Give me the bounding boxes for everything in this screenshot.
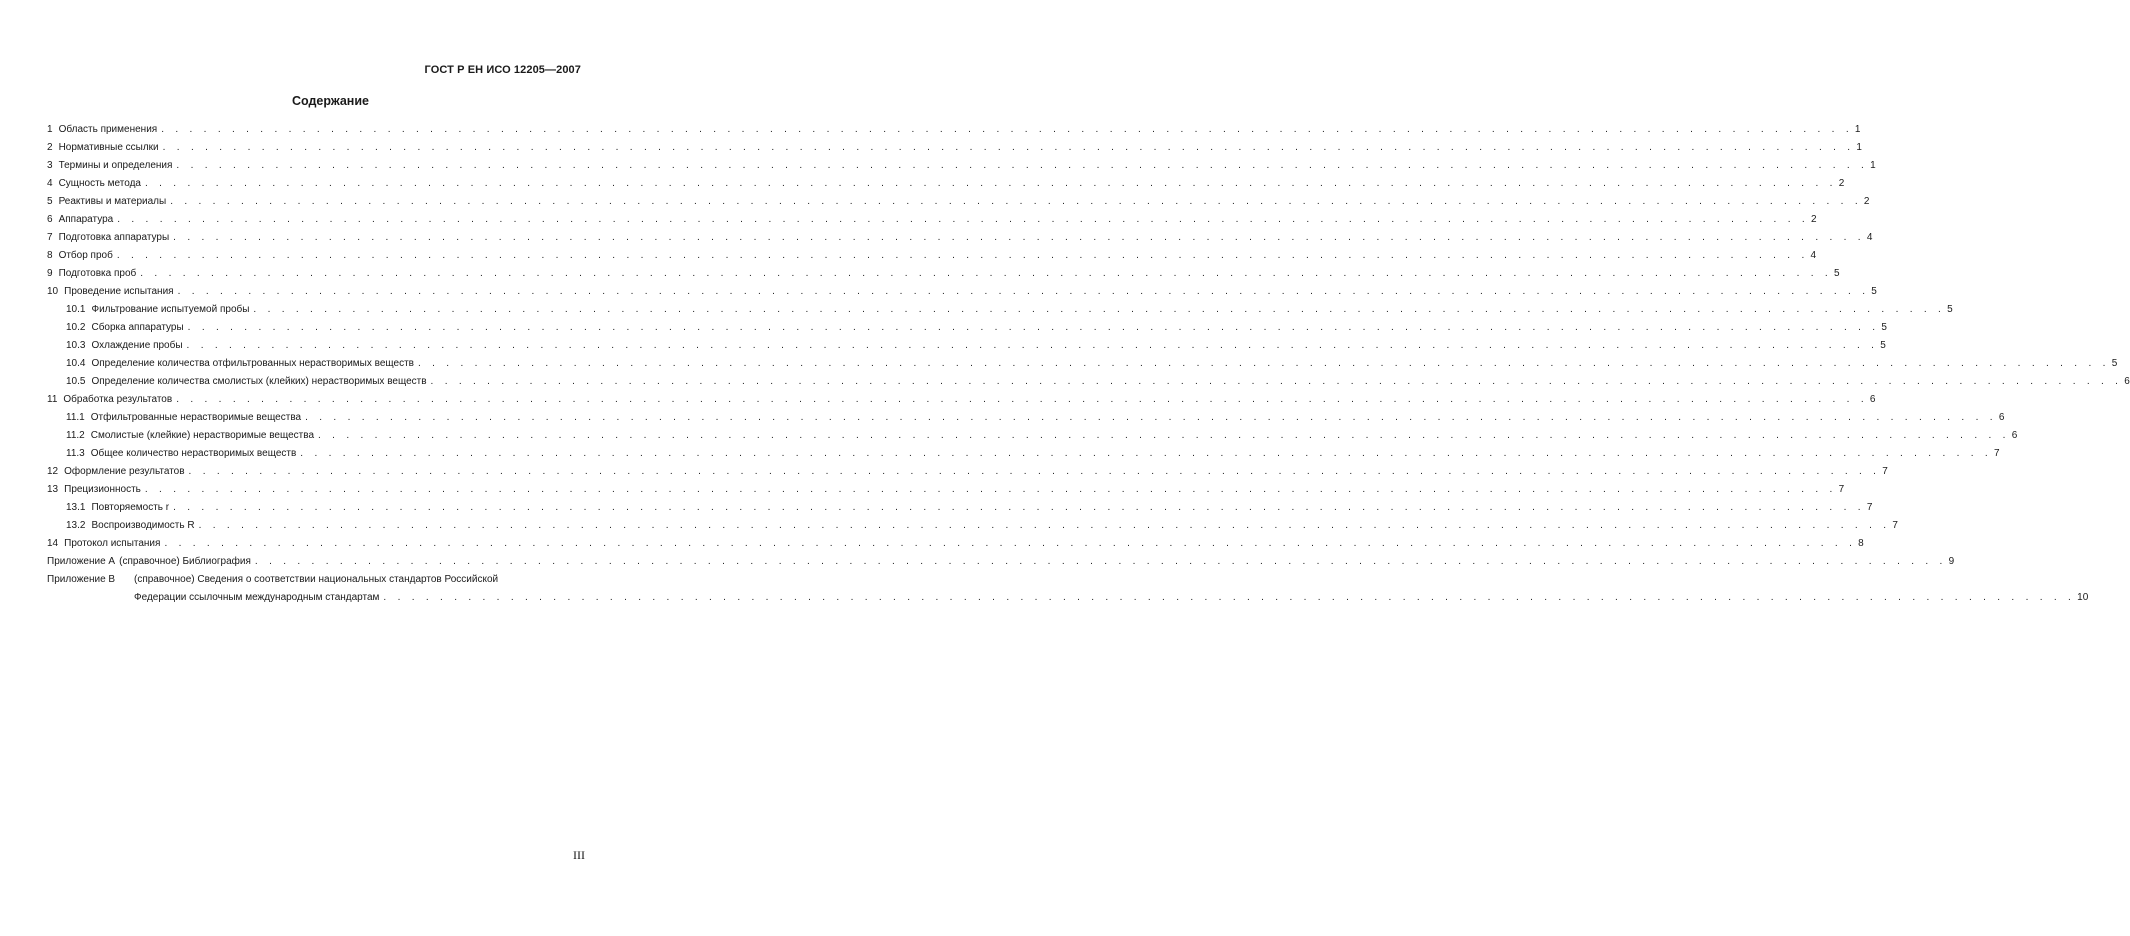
toc-entry-title: Оформление результатов <box>64 466 185 477</box>
appendix-label: Приложение В <box>47 574 116 585</box>
toc-entry[interactable] <box>47 481 1845 499</box>
page-title: Содержание <box>291 94 369 108</box>
toc-entry[interactable] <box>47 445 2000 463</box>
toc-entry-page: 5 <box>1947 304 1953 315</box>
toc-entry[interactable] <box>47 535 1864 553</box>
toc-entry-page: 2 <box>1838 178 1845 189</box>
page-number: III <box>573 848 585 862</box>
toc-entry-page: 7 <box>1866 502 1873 513</box>
appendix-title-continuation: Федерации ссылочным международным стандартам <box>134 592 380 603</box>
toc-entry-title: Смолистые (клейкие) нерастворимые вещества <box>90 430 315 441</box>
appendix-entry[interactable] <box>47 553 1955 571</box>
toc-entry-page: 8 <box>1858 538 1864 549</box>
toc-entry-title: Воспроизводимость R <box>91 520 195 531</box>
toc-entry-title: Обработка результатов <box>63 394 173 405</box>
toc-leader-dots: . . . . . . . . . . . . . . . . . . . . . . . . . . . . . . . . . . . . . . . . . . . . . . . . . . . . . . . . . . . . . . . . . . . . . . . . . . . . . . . . . . . . . . . . . . . . . . . . . . . . . . . . . . . . . . . . . . . . . . . . <box>254 556 1947 567</box>
toc-entry[interactable] <box>47 229 1873 247</box>
toc-entry-page: 5 <box>1871 286 1877 297</box>
toc-leader-dots: . . . . . . . . . . . . . . . . . . . . . . . . . . . . . . . . . . . . . . . . . . . . . . . . . . . . . . . . . . . . . . . . . . . . . . . . . . . . . . . . . . . . . . . . . . . . . . . . . . . . . . . . . . . . . . . . . . . . . . . . <box>383 592 2076 603</box>
appendix-page: 10 <box>2077 592 2089 603</box>
toc-entry-number: 2 <box>47 142 53 153</box>
toc-entry-page: 4 <box>1866 232 1873 243</box>
toc-entry-page: 6 <box>2011 430 2018 441</box>
toc-entry-number: 13.1 <box>66 502 86 513</box>
toc-entry-number: 6 <box>47 214 53 225</box>
toc-entry[interactable] <box>47 211 1817 229</box>
toc-entry-number: 10.5 <box>66 376 86 387</box>
toc-entry-page: 2 <box>1810 214 1817 225</box>
toc-entry-page: 2 <box>1863 196 1870 207</box>
toc-leader-dots: . . . . . . . . . . . . . . . . . . . . . . . . . . . . . . . . . . . . . . . . . . . . . . . . . . . . . . . . . . . . . . . . . . . . . . . . . . . . . . . . . . . . . . . . . . . . . . . . . . . . . . . . . . . . . . . . . . . . . . . . <box>318 430 2010 441</box>
toc-entry[interactable] <box>47 283 1877 301</box>
toc-entry-number: 5 <box>47 196 53 207</box>
toc-leader-dots: . . . . . . . . . . . . . . . . . . . . . . . . . . . . . . . . . . . . . . . . . . . . . . . . . . . . . . . . . . . . . . . . . . . . . . . . . . . . . . . . . . . . . . . . . . . . . . . . . . . . . . . . . . . . . . . . . . . . . . . . <box>164 538 1857 549</box>
toc-entry-number: 10 <box>47 286 59 297</box>
toc-entry-page: 5 <box>2111 358 2118 369</box>
toc-entry-number: 10.3 <box>66 340 86 351</box>
toc-entry[interactable] <box>47 499 1873 517</box>
toc-entry-number: 11.3 <box>66 448 85 459</box>
toc-entry-page: 7 <box>1892 520 1898 531</box>
toc-entry-page: 6 <box>1869 394 1876 405</box>
toc-entry[interactable] <box>47 337 1886 355</box>
toc-entry-number: 4 <box>47 178 53 189</box>
toc-entry-number: 9 <box>47 268 53 279</box>
appendix-label: Приложение А <box>47 556 116 567</box>
toc-leader-dots: . . . . . . . . . . . . . . . . . . . . . . . . . . . . . . . . . . . . . . . . . . . . . . . . . . . . . . . . . . . . . . . . . . . . . . . . . . . . . . . . . . . . . . . . . . . . . . . . . . . . . . . . . . . . . . . . . . . . . . . . <box>198 520 1891 531</box>
toc-entry-number: 11.2 <box>66 430 85 441</box>
toc-entry[interactable] <box>47 121 1861 139</box>
toc-entry[interactable] <box>47 355 2118 373</box>
toc-entry-number: 8 <box>47 250 53 261</box>
toc-entry-title: Общее количество нерастворимых веществ <box>90 448 297 459</box>
toc-entry-number: 11.1 <box>66 412 85 423</box>
toc-entry-title: Подготовка проб <box>58 268 137 279</box>
toc-entry[interactable] <box>47 463 1888 481</box>
toc-entry-page: 5 <box>1833 268 1840 279</box>
toc-leader-dots: . . . . . . . . . . . . . . . . . . . . . . . . . . . . . . . . . . . . . . . . . . . . . . . . . . . . . . . . . . . . . . . . . . . . . . . . . . . . . . . . . . . . . . . . . . . . . . . . . . . . . . . . . . . . . . . . . . . . . . . . <box>305 412 1997 423</box>
toc-leader-dots: . . . . . . . . . . . . . . . . . . . . . . . . . . . . . . . . . . . . . . . . . . . . . . . . . . . . . . . . . . . . . . . . . . . . . . . . . . . . . . . . . . . . . . . . . . . . . . . . . . . . . . . . . . . . . . . . . . . . . . . . <box>176 160 1869 171</box>
document-code: ГОСТ Р ЕН ИСО 12205—2007 <box>424 64 581 76</box>
toc-entry-title: Сущность метода <box>58 178 141 189</box>
toc-leader-dots: . . . . . . . . . . . . . . . . . . . . . . . . . . . . . . . . . . . . . . . . . . . . . . . . . . . . . . . . . . . . . . . . . . . . . . . . . . . . . . . . . . . . . . . . . . . . . . . . . . . . . . . . . . . . . . . . . . . . . . . . <box>417 358 2110 369</box>
toc-entry-title: Повторяемость r <box>91 502 170 513</box>
appendix-title: (справочное) Сведения о соответствии национальных стандартов Российской <box>134 574 499 585</box>
toc-leader-dots: . . . . . . . . . . . . . . . . . . . . . . . . . . . . . . . . . . . . . . . . . . . . . . . . . . . . . . . . . . . . . . . . . . . . . . . . . . . . . . . . . . . . . . . . . . . . . . . . . . . . . . . . . . . . . . . . . . . . . . . . <box>176 394 1868 405</box>
toc-leader-dots: . . . . . . . . . . . . . . . . . . . . . . . . . . . . . . . . . . . . . . . . . . . . . . . . . . . . . . . . . . . . . . . . . . . . . . . . . . . . . . . . . . . . . . . . . . . . . . . . . . . . . . . . . . . . . . . . . . . . . . . . <box>170 196 1862 207</box>
toc-entry-title: Аппаратура <box>58 214 114 225</box>
toc-entry[interactable] <box>47 175 1845 193</box>
toc-entry-page: 6 <box>1998 412 2005 423</box>
toc-entry-title: Прецизионность <box>64 484 141 495</box>
toc-entry-number: 10.1 <box>66 304 86 315</box>
toc-entry-title: Термины и определения <box>58 160 173 171</box>
toc-entry-page: 7 <box>1882 466 1888 477</box>
toc-entry-title: Протокол испытания <box>64 538 161 549</box>
toc-entry[interactable] <box>47 157 1876 175</box>
toc-entry-number: 13 <box>47 484 59 495</box>
appendix-title: (справочное) Библиография <box>119 556 251 567</box>
toc-entry-page: 5 <box>1880 340 1886 351</box>
toc-leader-dots: . . . . . . . . . . . . . . . . . . . . . . . . . . . . . . . . . . . . . . . . . . . . . . . . . . . . . . . . . . . . . . . . . . . . . . . . . . . . . . . . . . . . . . . . . . . . . . . . . . . . . . . . . . . . . . . . . . . . . . . . <box>144 484 1837 495</box>
appendix-entry[interactable] <box>47 571 584 589</box>
appendix-page: 9 <box>1948 556 1955 567</box>
toc-entry-page: 6 <box>2124 376 2130 387</box>
toc-entry-page: 5 <box>1881 322 1887 333</box>
toc-entry-number: 13.2 <box>66 520 86 531</box>
toc-entry[interactable] <box>47 139 1862 157</box>
toc-entry-title: Проведение испытания <box>64 286 174 297</box>
toc-leader-dots: . . . . . . . . . . . . . . . . . . . . . . . . . . . . . . . . . . . . . . . . . . . . . . . . . . . . . . . . . . . . . . . . . . . . . . . . . . . . . . . . . . . . . . . . . . . . . . . . . . . . . . . . . . . . . . . . . . . . . . . . <box>253 304 1946 315</box>
toc-entry-title: Нормативные ссылки <box>58 142 159 153</box>
toc-entry-number: 12 <box>47 466 59 477</box>
toc-entry[interactable] <box>47 301 1953 319</box>
toc-entry-title: Отфильтрованные нерастворимые вещества <box>90 412 302 423</box>
toc-entry-number: 14 <box>47 538 59 549</box>
toc-entry-page: 1 <box>1870 160 1876 171</box>
toc-leader-dots: . . . . . . . . . . . . . . . . . . . . . . . . . . . . . . . . . . . . . . . . . . . . . . . . . . . . . . . . . . . . . . . . . . . . . . . . . . . . . . . . . . . . . . . . . . . . . . . . . . . . . . . . . . . . . . . . . . . . . . . . <box>161 124 1853 135</box>
toc-entry[interactable] <box>47 517 1898 535</box>
toc-entry-page: 7 <box>1838 484 1845 495</box>
toc-entry[interactable] <box>47 373 2130 391</box>
toc-leader-dots: . . . . . . . . . . . . . . . . . . . . . . . . . . . . . . . . . . . . . . . . . . . . . . . . . . . . . . . . . . . . . . . . . . . . . . . . . . . . . . . . . . . . . . . . . . . . . . . . . . . . . . . . . . . . . . . . . . . . . . . . <box>187 322 1880 333</box>
toc-entry[interactable] <box>47 391 1876 409</box>
toc-leader-dots: . . . . . . . . . . . . . . . . . . . . . . . . . . . . . . . . . . . . . . . . . . . . . . . . . . . . . . . . . . . . . . . . . . . . . . . . . . . . . . . . . . . . . . . . . . . . . . . . . . . . . . . . . . . . . . . . . . . . . . . . <box>173 232 1865 243</box>
toc-leader-dots: . . . . . . . . . . . . . . . . . . . . . . . . . . . . . . . . . . . . . . . . . . . . . . . . . . . . . . . . . . . . . . . . . . . . . . . . . . . . . . . . . . . . . . . . . . . . . . . . . . . . . . . . . . . . . . . . . . . . . . . . <box>173 502 1865 513</box>
toc-leader-dots: . . . . . . . . . . . . . . . . . . . . . . . . . . . . . . . . . . . . . . . . . . . . . . . . . . . . . . . . . . . . . . . . . . . . . . . . . . . . . . . . . . . . . . . . . . . . . . . . . . . . . . . . . . . . . . . . . . . . . . . . <box>177 286 1870 297</box>
toc-entry[interactable] <box>47 193 1870 211</box>
toc-leader-dots: . . . . . . . . . . . . . . . . . . . . . . . . . . . . . . . . . . . . . . . . . . . . . . . . . . . . . . . . . . . . . . . . . . . . . . . . . . . . . . . . . . . . . . . . . . . . . . . . . . . . . . . . . . . . . . . . . . . . . . . . <box>144 178 1837 189</box>
toc-entry-page: 1 <box>1856 142 1862 153</box>
appendix-entry-continuation[interactable] <box>47 589 2089 607</box>
table-of-contents <box>47 121 2130 607</box>
toc-entry[interactable] <box>47 247 1817 265</box>
toc-leader-dots: . . . . . . . . . . . . . . . . . . . . . . . . . . . . . . . . . . . . . . . . . . . . . . . . . . . . . . . . . . . . . . . . . . . . . . . . . . . . . . . . . . . . . . . . . . . . . . . . . . . . . . . . . . . . . . . . . . . . . . . . <box>430 376 2123 387</box>
toc-entry-page: 7 <box>1994 448 2000 459</box>
toc-entry-title: Фильтрование испытуемой пробы <box>91 304 250 315</box>
toc-entry-page: 4 <box>1810 250 1817 261</box>
toc-entry-page: 1 <box>1854 124 1861 135</box>
toc-entry-title: Подготовка аппаратуры <box>58 232 170 243</box>
toc-entry[interactable] <box>47 319 1887 337</box>
toc-entry-number: 3 <box>47 160 53 171</box>
toc-entry-number: 10.2 <box>66 322 86 333</box>
toc-entry-title: Отбор проб <box>58 250 113 261</box>
toc-entry[interactable] <box>47 427 2018 445</box>
toc-leader-dots: . . . . . . . . . . . . . . . . . . . . . . . . . . . . . . . . . . . . . . . . . . . . . . . . . . . . . . . . . . . . . . . . . . . . . . . . . . . . . . . . . . . . . . . . . . . . . . . . . . . . . . . . . . . . . . . . . . . . . . . . <box>140 268 1832 279</box>
toc-entry-title: Реактивы и материалы <box>58 196 167 207</box>
toc-entry-number: 7 <box>47 232 53 243</box>
toc-leader-dots: . . . . . . . . . . . . . . . . . . . . . . . . . . . . . . . . . . . . . . . . . . . . . . . . . . . . . . . . . . . . . . . . . . . . . . . . . . . . . . . . . . . . . . . . . . . . . . . . . . . . . . . . . . . . . . . . . . . . . . . . <box>186 340 1879 351</box>
toc-leader-dots: . . . . . . . . . . . . . . . . . . . . . . . . . . . . . . . . . . . . . . . . . . . . . . . . . . . . . . . . . . . . . . . . . . . . . . . . . . . . . . . . . . . . . . . . . . . . . . . . . . . . . . . . . . . . . . . . . . . . . . . . <box>116 250 1809 261</box>
toc-entry-title: Сборка аппаратуры <box>91 322 184 333</box>
toc-entry-number: 11 <box>47 394 58 405</box>
toc-leader-dots: . . . . . . . . . . . . . . . . . . . . . . . . . . . . . . . . . . . . . . . . . . . . . . . . . . . . . . . . . . . . . . . . . . . . . . . . . . . . . . . . . . . . . . . . . . . . . . . . . . . . . . . . . . . . . . . . . . . . . . . . <box>300 448 1992 459</box>
toc-leader-dots: . . . . . . . . . . . . . . . . . . . . . . . . . . . . . . . . . . . . . . . . . . . . . . . . . . . . . . . . . . . . . . . . . . . . . . . . . . . . . . . . . . . . . . . . . . . . . . . . . . . . . . . . . . . . . . . . . . . . . . . . <box>117 214 1809 225</box>
toc-leader-dots: . . . . . . . . . . . . . . . . . . . . . . . . . . . . . . . . . . . . . . . . . . . . . . . . . . . . . . . . . . . . . . . . . . . . . . . . . . . . . . . . . . . . . . . . . . . . . . . . . . . . . . . . . . . . . . . . . . . . . . . . <box>162 142 1855 153</box>
toc-entry-number: 1 <box>47 124 53 135</box>
toc-entry-title: Определение количества смолистых (клейких) нерастворимых веществ <box>91 376 427 387</box>
toc-leader-dots: . . . . . . . . . . . . . . . . . . . . . . . . . . . . . . . . . . . . . . . . . . . . . . . . . . . . . . . . . . . . . . . . . . . . . . . . . . . . . . . . . . . . . . . . . . . . . . . . . . . . . . . . . . . . . . . . . . . . . . . . <box>188 466 1881 477</box>
toc-entry-title: Определение количества отфильтрованных нерастворимых веществ <box>91 358 414 369</box>
toc-entry-title: Охлаждение пробы <box>91 340 183 351</box>
toc-entry[interactable] <box>47 409 2005 427</box>
toc-entry-title: Область применения <box>58 124 158 135</box>
toc-entry-number: 10.4 <box>66 358 86 369</box>
toc-entry[interactable] <box>47 265 1840 283</box>
